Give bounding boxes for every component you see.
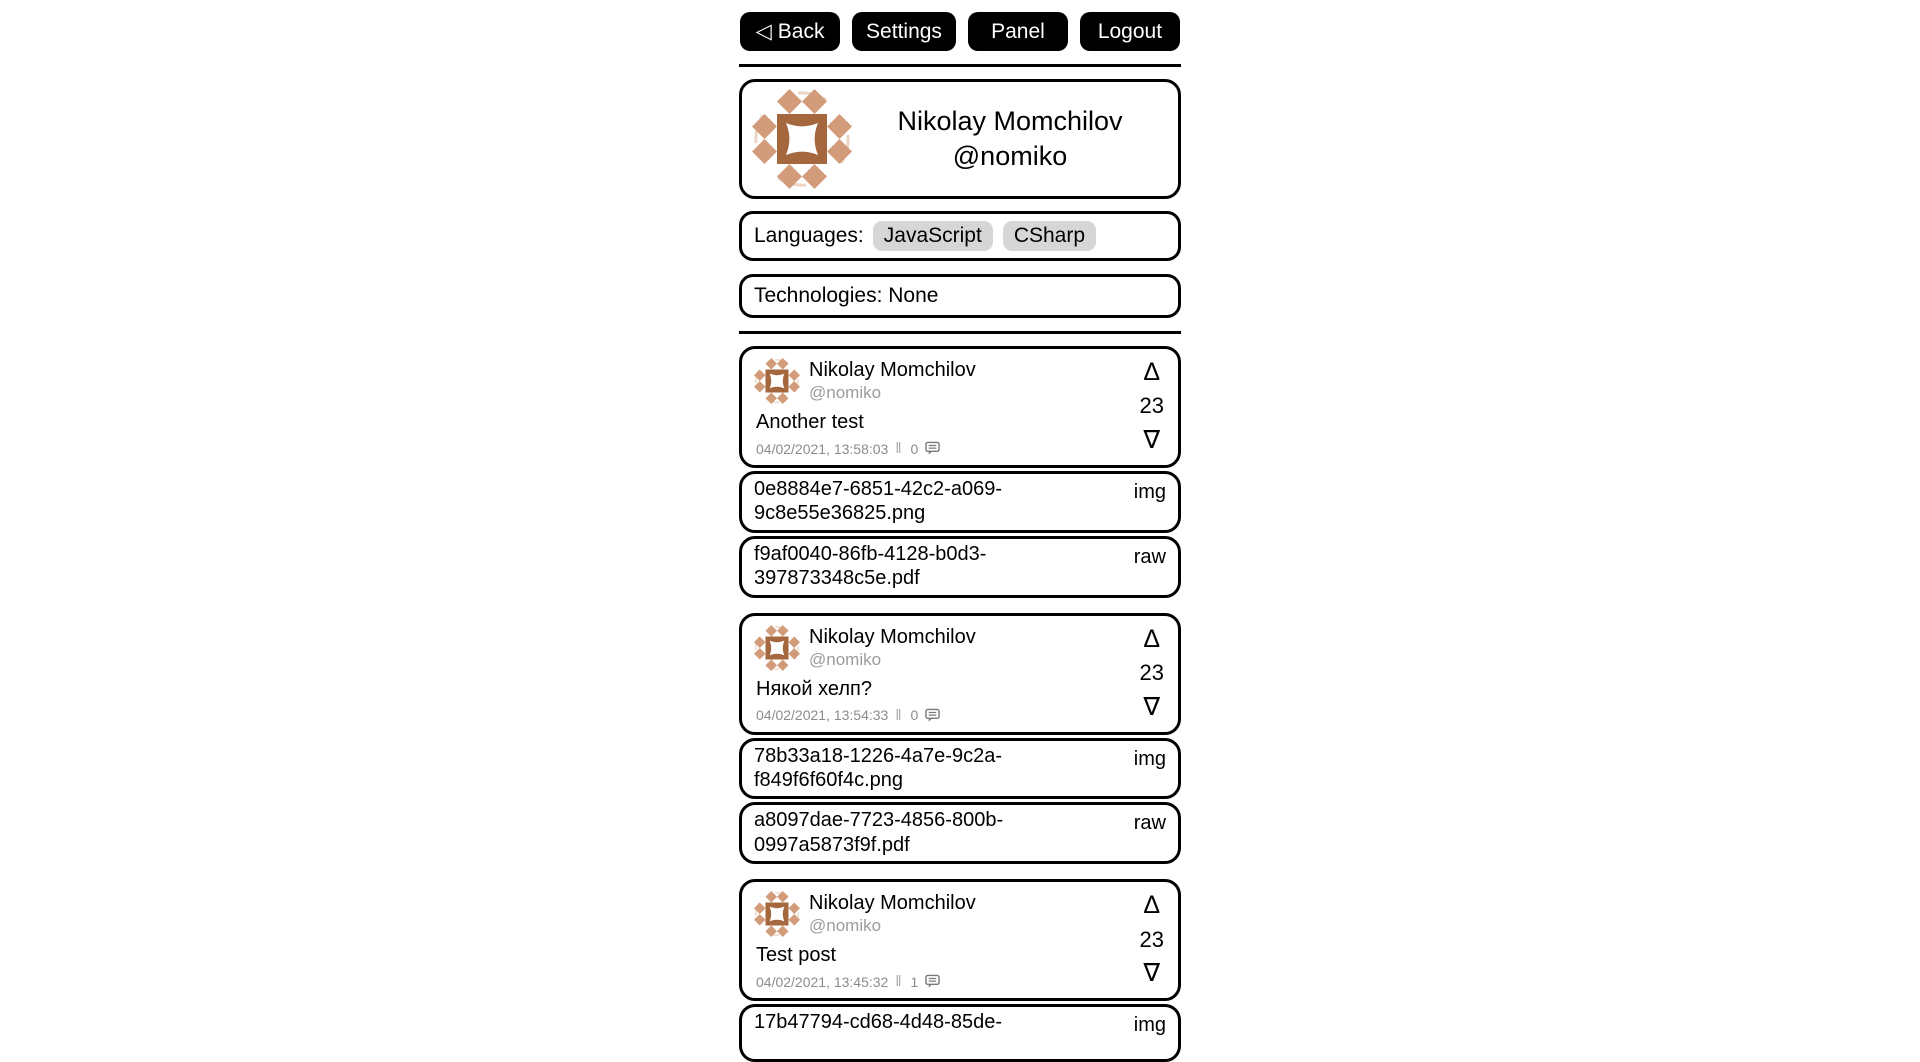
panel-button[interactable]: Panel xyxy=(968,12,1068,51)
comment-count: 1 xyxy=(910,973,919,990)
post-card xyxy=(739,346,1181,468)
post-title: Another test xyxy=(756,411,864,433)
back-arrow-icon: ◁ xyxy=(755,20,772,43)
comment-count: 0 xyxy=(910,440,919,457)
post-header xyxy=(754,625,1132,671)
post-card xyxy=(739,613,1181,735)
attachment-item[interactable] xyxy=(739,1004,1181,1062)
attachment-list xyxy=(739,471,1181,598)
attachment-type-badge: img xyxy=(1133,1014,1166,1037)
separator: ‖ xyxy=(895,973,902,991)
post-group xyxy=(739,346,1181,598)
separator: ‖ xyxy=(895,440,902,457)
attachment-filename: a8097dae-7723-4856-800b-0997a5873f9f.pdf xyxy=(754,809,1004,856)
downvote-button[interactable]: ∇ xyxy=(1143,959,1161,988)
vote-count: 23 xyxy=(1139,926,1164,952)
vote-count: 23 xyxy=(1139,659,1164,685)
attachment-filename: 0e8884e7-6851-42c2-a069-9c8e55e36825.png xyxy=(754,478,1002,525)
vote-column xyxy=(1132,358,1166,457)
downvote-button[interactable]: ∇ xyxy=(1143,426,1161,454)
attachment-item[interactable] xyxy=(739,738,1181,800)
attachment-type-badge: raw xyxy=(1133,812,1166,835)
post-author-avatar xyxy=(754,358,800,404)
attachment-filename: 17b47794-cd68-4d48-85de- xyxy=(754,1011,1002,1034)
post-timestamp: 04/02/2021, 13:45:32 xyxy=(756,973,889,990)
technologies-label: Technologies: None xyxy=(754,284,939,307)
settings-button[interactable]: Settings xyxy=(852,12,956,51)
post-author-name: Nikolay Momchilov xyxy=(809,625,976,648)
comment-icon xyxy=(925,708,940,723)
attachment-item[interactable] xyxy=(739,471,1181,533)
technologies-card xyxy=(739,274,1181,318)
post-author-handle: @nomiko xyxy=(809,383,882,402)
top-nav xyxy=(739,12,1181,51)
attachment-item[interactable] xyxy=(739,802,1181,864)
separator: ‖ xyxy=(895,706,902,724)
attachment-list xyxy=(739,1004,1181,1062)
attachment-filename: 78b33a18-1226-4a7e-9c2a-f849f6f60f4c.png xyxy=(754,744,1002,791)
post-header xyxy=(754,358,1132,404)
back-button-label: Back xyxy=(777,19,825,43)
comment-icon xyxy=(925,974,940,989)
post-author-handle: @nomiko xyxy=(809,916,882,936)
attachment-type-badge: img xyxy=(1133,481,1166,503)
post-timestamp: 04/02/2021, 13:58:03 xyxy=(756,440,889,457)
comment-icon xyxy=(925,441,940,456)
profile-names xyxy=(852,104,1168,174)
language-tags xyxy=(873,221,1096,251)
language-tag: CSharp xyxy=(1003,221,1096,251)
post-meta xyxy=(754,973,1132,990)
profile-card xyxy=(739,79,1181,199)
vote-count: 23 xyxy=(1139,393,1164,419)
post-author-name: Nikolay Momchilov xyxy=(809,359,976,381)
profile-handle: @nomiko xyxy=(952,141,1068,171)
post-author-avatar xyxy=(754,891,800,937)
vote-column xyxy=(1132,625,1166,724)
attachment-list xyxy=(739,738,1181,865)
attachment-type-badge: img xyxy=(1133,747,1166,770)
post-meta xyxy=(754,707,1132,724)
languages-card xyxy=(739,211,1181,261)
post-group xyxy=(739,613,1181,865)
upvote-button[interactable]: Δ xyxy=(1143,891,1161,920)
post-feed xyxy=(739,346,1181,1062)
profile-name: Nikolay Momchilov xyxy=(897,105,1123,136)
back-button[interactable] xyxy=(740,12,840,51)
post-timestamp: 04/02/2021, 13:54:33 xyxy=(756,707,889,724)
upvote-button[interactable]: Δ xyxy=(1143,358,1161,386)
profile-avatar xyxy=(752,89,852,189)
post-title: Test post xyxy=(756,944,837,967)
divider xyxy=(739,331,1181,334)
post-card xyxy=(739,879,1181,1001)
profile-page xyxy=(739,0,1181,1062)
post-author-handle: @nomiko xyxy=(809,649,882,669)
attachment-item[interactable] xyxy=(739,536,1181,598)
post-title: Някой хелп? xyxy=(756,677,872,700)
vote-column xyxy=(1132,891,1166,990)
divider xyxy=(739,64,1181,67)
downvote-button[interactable]: ∇ xyxy=(1143,692,1161,721)
post-header xyxy=(754,891,1132,937)
attachment-filename: f9af0040-86fb-4128-b0d3-397873348c5e.pdf xyxy=(754,542,987,590)
post-author-name: Nikolay Momchilov xyxy=(809,892,976,915)
upvote-button[interactable]: Δ xyxy=(1143,624,1161,653)
language-tag: JavaScript xyxy=(873,221,993,251)
post-group xyxy=(739,879,1181,1062)
attachment-type-badge: raw xyxy=(1133,545,1166,568)
post-meta xyxy=(754,440,1132,457)
logout-button[interactable]: Logout xyxy=(1080,12,1180,51)
comment-count: 0 xyxy=(910,707,919,724)
post-author-avatar xyxy=(754,625,800,671)
languages-label: Languages: xyxy=(754,224,864,247)
